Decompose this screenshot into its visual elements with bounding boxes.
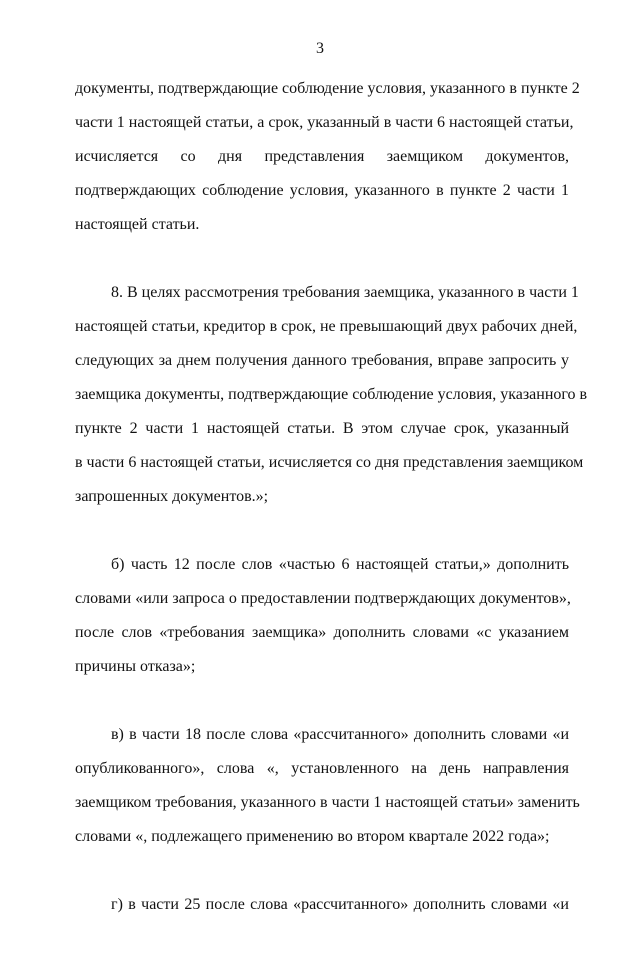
text-line: заемщиком требования, указанного в части 1 настоящей статьи» заменить — [75, 794, 580, 811]
text-line: подтверждающих соблюдение условия, указанного в пункте 2 части 1 — [75, 182, 569, 199]
page-number: 3 — [316, 40, 324, 57]
text-line: словами «, подлежащего применению во втором квартале 2022 года»; — [75, 828, 550, 845]
paragraph-b — [75, 548, 569, 684]
text-line: г) в части 25 после слова «рассчитанного» дополнить словами «и — [111, 896, 569, 913]
text-line: части 1 настоящей статьи, а срок, указанный в части 6 настоящей статьи, — [75, 114, 574, 131]
paragraph-v — [75, 718, 580, 854]
text-line: исчисляется со дня представления заемщиком документов, — [75, 148, 569, 165]
paragraph-point-8 — [75, 276, 588, 514]
text-line: после слов «требования заемщика» дополнить словами «с указанием — [75, 624, 569, 641]
text-line: запрошенных документов.»; — [75, 488, 269, 505]
text-line: настоящей статьи, кредитор в срок, не превышающий двух рабочих дней, — [75, 318, 578, 335]
text-line: причины отказа»; — [75, 658, 196, 675]
text-line: документы, подтверждающие соблюдение условия, указанного в пункте 2 — [75, 80, 580, 97]
document-body — [75, 72, 588, 956]
paragraph-continuation — [75, 72, 580, 242]
text-line: настоящей статьи. — [75, 216, 200, 233]
paragraph-g — [75, 888, 569, 922]
text-line: пункте 2 части 1 настоящей статьи. В этом случае срок, указанный — [75, 420, 569, 437]
text-line: заемщика документы, подтверждающие соблюдение условия, указанного в — [75, 386, 588, 403]
text-line: 8. В целях рассмотрения требования заемщика, указанного в части 1 — [111, 284, 579, 301]
text-line: б) часть 12 после слов «частью 6 настоящей статьи,» дополнить — [111, 556, 569, 573]
text-line: опубликованного», слова «, установленного на день направления — [75, 760, 569, 777]
text-line: в части 6 настоящей статьи, исчисляется со дня представления заемщиком — [75, 454, 584, 471]
text-line: следующих за днем получения данного требования, вправе запросить у — [75, 352, 569, 369]
text-line: в) в части 18 после слова «рассчитанного» дополнить словами «и — [111, 726, 569, 743]
text-line: словами «или запроса о предоставлении подтверждающих документов», — [75, 590, 571, 607]
